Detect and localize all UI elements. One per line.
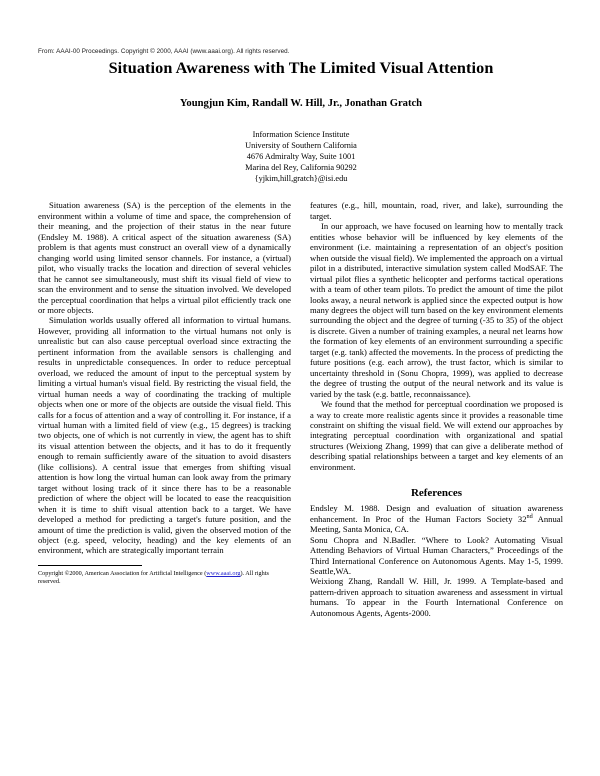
paragraph-situation-awareness-definition: Situation awareness (SA) is the perception of the elements in the environment within a volume of time and space, the comprehension of their meaning, and the projection of their status in the near future (Endsley M. 1988). A critical aspect of the situation awareness (SA) problem is that agents must construct an overall view of a dynamically changing world using limited sensor channels. For instance, a (virtual) pilot, who visually tracks the location and direction of several vehicles that he cannot see simultaneously, must shift its visual field of view to scan the environment and to sense the situation involved. We developed the perceptual coordination that helps a virtual pilot efficiently track one or more objects. <box>38 200 291 315</box>
reference-text-tail: Annual Meeting, Santa Monica, CA. <box>310 513 563 535</box>
body-columns <box>38 200 564 618</box>
reference-text: Endsley M. 1988. Design and evaluation of situation awareness enhancement. In Proc of the Human Factors Society 32 <box>310 503 563 524</box>
reference-entry <box>310 503 563 534</box>
reference-entry <box>310 535 563 577</box>
right-column <box>310 200 563 618</box>
paragraph-our-approach: In our approach, we have focused on learning how to mentally track entities whose behavior will be influenced by key elements of the environment (i.e. maintaining a representation of an object's position when outside the visual field). We implemented the approach on a virtual pilot in a distributed, interactive simulation system called ModSAF. The virtual pilot flies a synthetic helicopter and performs tactical operations with a team of other team pilots. To predict the amount of time the pilot looks away, a neural network is applied since the expected output is how many degrees the object will turn based on the key environment elements surrounding the object and the degree of turning (-35 to 35) of the object is discrete. Given a number of training examples, a neural net learns how the formation of key elements of an environment surrounding a specific target (e.g. tank) affected the movements. In the process of predicting the future positions (e.g. each arrow), the trust factor, which is similar to uncertainty threshold in (Sonu Chopra, 1999), was applied to decrease the degree of trusting the output of the neural network and its value is varied by the task (e.g. battle, reconnaissance). <box>310 221 563 399</box>
reference-entry <box>310 576 563 618</box>
page-title: Situation Awareness with The Limited Visual Attention <box>108 59 494 77</box>
reference-text: Weixiong Zhang, Randall W. Hill, Jr. 1999. A Template-based and pattern-driven approach to situation awareness and assessment in virtual humans. To appear in the Fourth International Conference on Autonomous Agents, Agents-2000. <box>310 576 563 618</box>
affiliation-city: Marina del Rey, California 90292 <box>245 163 357 173</box>
affiliation-university: University of Southern California <box>245 141 357 151</box>
footnote-separator-rule <box>38 565 142 566</box>
reference-ordinal-suffix: nd <box>526 512 533 520</box>
aaai-provenance-banner: From: AAAI-00 Proceedings. Copyright © 2000, AAAI (www.aaai.org). All rights reserved. <box>38 48 290 55</box>
footnote-text-before: Copyright ©2000, American Association for Artificial Intelligence ( <box>38 569 207 577</box>
paragraph-simulation-worlds: Simulation worlds usually offered all information to virtual humans. However, providing all information to the virtual humans not only is unrealistic but can also cause perceptual overload since extracting the pertinent information from the available sensors is challenging and results in unpredictable consequences. In order to reduce perceptual overload, we reduced the amount of input to the perceptual system by limiting a virtual human's visual field. By restricting the visual field, the virtual human needs a way of coordinating the tracking of multiple objects when one or more of the objects are outside the visual field. This calls for a focus of attention and a way of controlling it. For instance, if a virtual human with a limited field of view (e.g., 15 degrees) is tracking two objects, one of which is not currently in view, the agent has to shift its visual attention between the objects, and it has to do it frequently enough to remain sufficiently aware of the situation to avoid disasters (like collisions). A central issue that emerges from shifting visual attention is how long the virtual human can look away from the primary target without losing track of it since there has to be a reasonable prediction of where the object will be located to ease the reacquisition when it is time to shift visual attention back to a target. We have developed a method for predicting a target's future position, and the amount of time the prediction is valid, given the observed motion of the object (e.g. speed, velocity, heading) and the key elements of an environment, which are strategically important terrain <box>38 315 291 556</box>
affiliation-email: {yjkim,hill,gratch}@isi.edu <box>254 174 348 184</box>
copyright-footnote <box>38 570 291 586</box>
affiliation-street: 4676 Admiralty Way, Suite 1001 <box>246 152 356 162</box>
footnote-block <box>38 565 291 586</box>
paragraph-terrain-features-continuation: features (e.g., hill, mountain, road, river, and lake), surrounding the target. <box>310 200 563 221</box>
affiliation-block <box>38 129 564 184</box>
affiliation-institute: Information Science Institute <box>252 130 350 139</box>
paragraph-conclusion: We found that the method for perceptual coordination we proposed is a way to create more realistic agents since it provides a reasonable time constraint on shifting the visual field. We will extend our approaches by integrating perceptual coordination with organizational and spatial structures (Weixiong Zhang, 1999) that can give a deliberate method of describing spatial relationships between a target and key elements of an environment. <box>310 399 563 472</box>
reference-text: Sonu Chopra and N.Badler. “Where to Look? Automating Visual Attending Behaviors of Virtual Human Characters,” Proceedings of the Third International Conference on Autonomous Agents. May 1-5, 1999. Seattle,WA. <box>310 534 563 576</box>
author-list: Youngjun Kim, Randall W. Hill, Jr., Jonathan Gratch <box>179 98 423 109</box>
footnote-text-after: ). All rights reserved. <box>38 569 269 585</box>
aaai-website-link[interactable]: www.aaai.org <box>206 569 241 577</box>
left-column <box>38 200 291 586</box>
references-heading: References <box>410 487 463 500</box>
